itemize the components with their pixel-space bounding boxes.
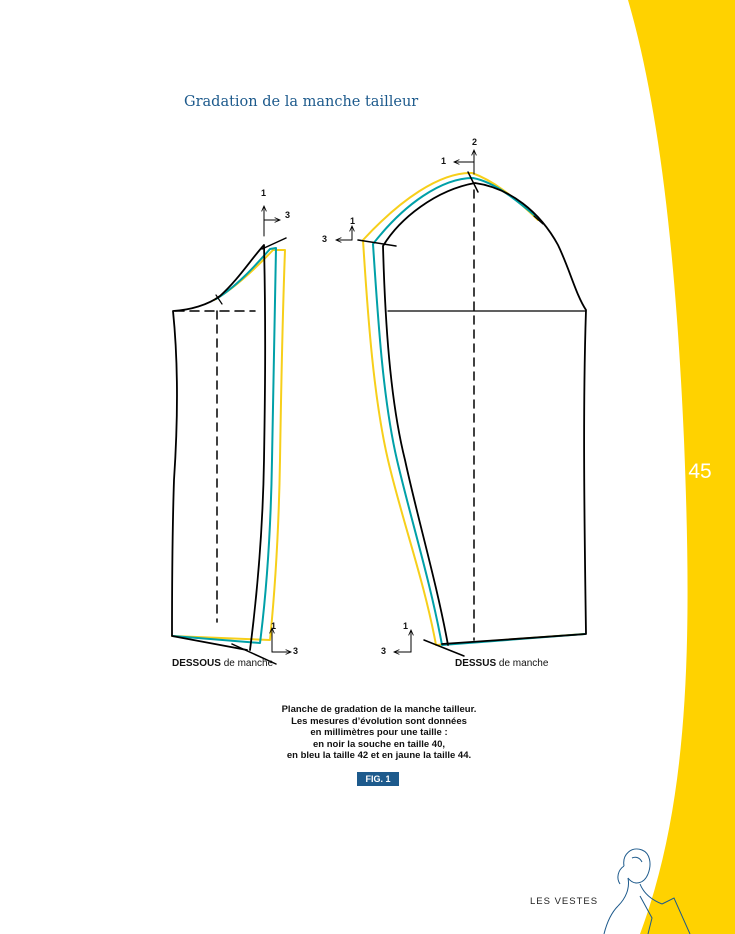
under-sleeve-label-suffix: de manche [223, 658, 274, 669]
caption-line: Planche de gradation de la manche tailleur. [281, 704, 477, 715]
upper-sleeve-base-outline [383, 183, 586, 645]
upper-cap-horizontal-value: 1 [441, 156, 447, 166]
section-footer: LES VESTES [530, 896, 599, 907]
caption-line: en bleu la taille 42 et en jaune la taille 44. [286, 750, 472, 761]
upper-sleeve-label-name: DESSUS [455, 658, 497, 669]
under-sleeve-base-outline [172, 245, 265, 650]
upper-sleeve-label [455, 658, 548, 669]
upper-sleeve-piece [336, 150, 586, 656]
upper-sleeve-label-suffix: de manche [498, 658, 549, 669]
page-number: 45 [688, 460, 712, 483]
figure-caption [250, 704, 508, 762]
upper-cap-vertical-value: 2 [472, 137, 478, 147]
page-title: Gradation de la manche tailleur [184, 94, 419, 110]
under-bottom-vertical-value: 1 [271, 621, 277, 631]
under-bottom-horizontal-value: 3 [293, 646, 299, 656]
upper-bottom-horizontal-value: 3 [381, 646, 387, 656]
under-top-vertical-value: 1 [261, 188, 267, 198]
upper-left-vertical-value: 1 [350, 216, 356, 226]
under-sleeve-piece [172, 206, 291, 664]
under-top-horizontal-value: 3 [285, 210, 291, 220]
caption-line: en noir la souche en taille 40, [313, 738, 445, 750]
figure-label: FIG. 1 [357, 772, 399, 786]
under-sleeve-label [172, 658, 273, 669]
caption-line: Les mesures d’évolution sont données [291, 715, 467, 727]
under-sleeve-size42-line [173, 248, 276, 643]
under-sleeve-label-name: DESSOUS [172, 658, 221, 669]
upper-sleeve-size42-line [373, 178, 585, 645]
upper-left-horizontal-value: 3 [322, 234, 328, 244]
caption-line: en millimètres pour une taille : [310, 727, 448, 738]
upper-bottom-vertical-value: 1 [403, 621, 409, 631]
